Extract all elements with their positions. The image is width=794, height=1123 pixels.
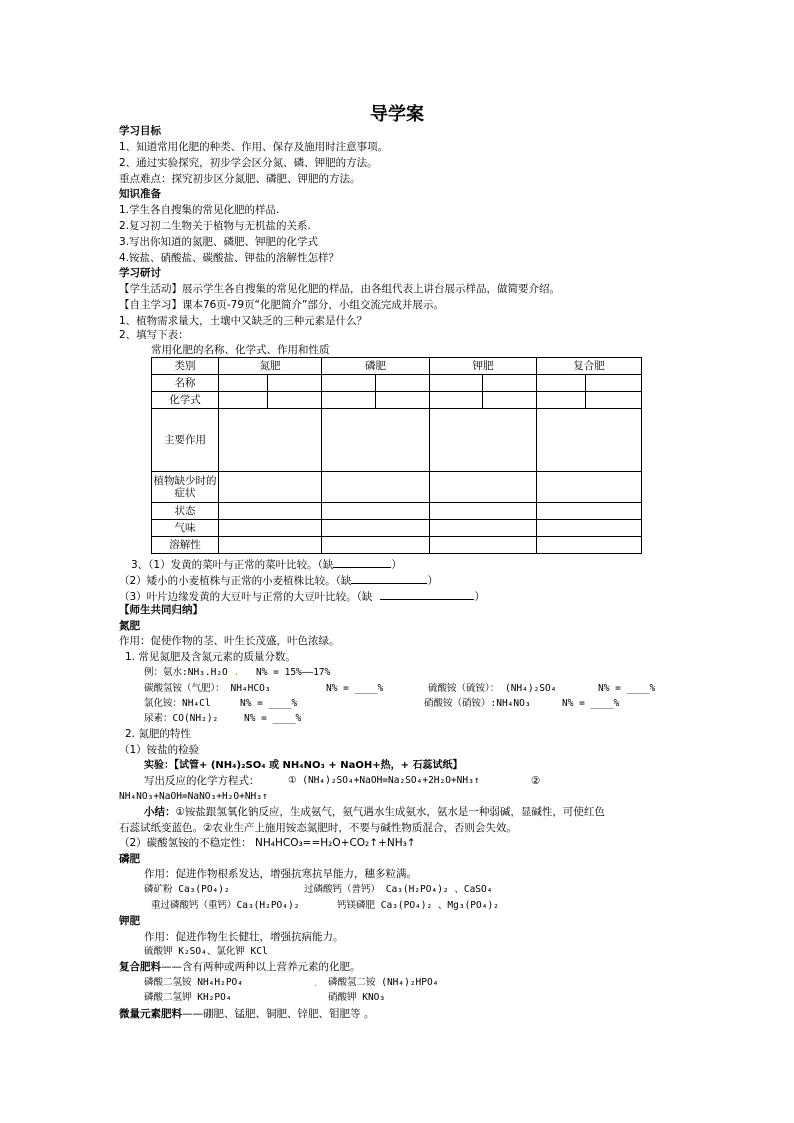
study-line-3: 1、植物需求量大，土壤中又缺乏的三种元素是什么？ bbox=[119, 315, 368, 327]
superphosphate: 过磷酸钙（普钙） Ca₃(H₂PO₄)₂ 、CaSO₄ bbox=[304, 884, 493, 895]
fertilizer-table bbox=[151, 357, 642, 554]
table-cell[interactable] bbox=[537, 409, 642, 472]
prep-line-4: 4.铵盐、硝酸盐、碳酸盐、钾盐的溶解性怎样？ bbox=[119, 252, 340, 264]
table-header-nitrogen: 氮肥 bbox=[219, 358, 322, 375]
goal-line-1: 1、知道常用化肥的种类、作用、保存及施用时注意事项。 bbox=[119, 141, 389, 153]
table-header-compound: 复合肥 bbox=[537, 358, 642, 375]
study-line-1: 【学生活动】展示学生各自搜集的常见化肥的样品，由各组代表上讲台展示样品，做简要介绍。 bbox=[119, 283, 560, 295]
table-cell[interactable] bbox=[430, 375, 483, 392]
goal-key-points: 重点难点：探究初步区分氮肥、磷肥、钾肥的方法。 bbox=[119, 173, 361, 185]
ammonium-dihydrogen-phosphate: 磷酸二氢铵 NH₄H₂PO₄ bbox=[144, 977, 243, 988]
compound-fertilizer-line: 复合肥料——含有两种或两种以上营养元素的化肥。 bbox=[119, 961, 361, 973]
nitrogen-item-2: 2. 氮肥的特性 bbox=[125, 728, 191, 740]
fertilizer-ammonium-bicarbonate: 碳酸氢铵（气肥）： NH₄HCO₃ bbox=[144, 683, 271, 694]
heading-goals: 学习目标 bbox=[119, 125, 161, 137]
heading-summary: 【师生共同归纳】 bbox=[119, 604, 203, 616]
summary-note-line-1: 小结：①铵盐跟氢氧化钠反应，生成氨气，氨气遇水生成氨水，氨水是一种弱碱，显碱性，可使红色 bbox=[144, 806, 605, 818]
table-cell[interactable] bbox=[430, 520, 537, 537]
prep-line-1: 1.学生各自搜集的常见化肥的样品. bbox=[119, 204, 280, 216]
table-row-label-state: 状态 bbox=[152, 503, 219, 520]
fertilizer-ammonium-sulfate: 硫酸铵（硫铵）： (NH₄)₂SO₄ bbox=[428, 683, 557, 694]
nitrogen-function: 作用：促使作物的茎、叶生长茂盛，叶色浓绿。 bbox=[119, 635, 340, 647]
table-header-phosphorus: 磷肥 bbox=[322, 358, 430, 375]
table-cell[interactable] bbox=[219, 520, 322, 537]
percent-urea: N% = ____% bbox=[244, 713, 302, 724]
study-line-4: 2、填写下表： bbox=[119, 329, 189, 341]
table-cell[interactable] bbox=[376, 375, 430, 392]
trace-element-fertilizer-line: 微量元素肥料——硼肥、锰肥、铜肥、锌肥、钼肥等 。 bbox=[119, 1008, 375, 1020]
table-cell[interactable] bbox=[586, 392, 642, 409]
table-cell[interactable] bbox=[322, 472, 430, 503]
table-cell[interactable] bbox=[268, 392, 322, 409]
equation-1: ① (NH₄)₂SO₄+NaOH=Na₂SO₄+2H₂O+NH₃↑ bbox=[288, 775, 480, 786]
table-cell[interactable] bbox=[376, 392, 430, 409]
percent-ammonium-sulfate: N% = ____% bbox=[598, 683, 656, 694]
potassium-function: 作用：促进作物生长健壮，增强抗病能力。 bbox=[144, 931, 344, 943]
table-cell[interactable] bbox=[219, 472, 322, 503]
heading-nitrogen: 氮肥 bbox=[119, 620, 140, 632]
example-ammonia-percent: N% = 15%——17% bbox=[256, 667, 331, 678]
summary-note-line-2: 石蕊试纸变蓝色。②农业生产上施用铵态氮肥时，不要与碱性物质混合，否则会失效。 bbox=[119, 822, 517, 834]
table-row-label-name: 名称 bbox=[152, 375, 219, 392]
table-cell[interactable] bbox=[430, 392, 483, 409]
table-cell[interactable] bbox=[219, 503, 322, 520]
triple-superphosphate: 重过磷酸钙（重钙）Ca₃(H₂PO₄)₂ bbox=[151, 900, 300, 911]
potassium-nitrate: 硝酸钾 KNO₃ bbox=[328, 992, 386, 1003]
heading-study: 学习研讨 bbox=[119, 267, 161, 279]
fertilizer-ammonium-chloride: 氯化铵：NH₄Cl bbox=[144, 698, 211, 709]
goal-line-2: 2、通过实验探究，初步学会区分氮、磷、钾肥的方法。 bbox=[119, 157, 378, 169]
table-cell[interactable] bbox=[322, 409, 430, 472]
table-row-label-formula: 化学式 bbox=[152, 392, 219, 409]
table-cell[interactable] bbox=[219, 375, 268, 392]
fertilizer-ammonium-nitrate: 硝酸铵（硝铵）:NH₄NO₃ bbox=[424, 698, 531, 709]
diammonium-phosphate: 磷酸氢二铵 (NH₄)₂HPO₄ bbox=[328, 977, 439, 988]
equation-2: NH₄NO₃+NaOH=NaNO₃+H₂O+NH₃↑ bbox=[119, 791, 268, 802]
percent-ammonium-bicarbonate: N% = ____% bbox=[326, 683, 384, 694]
equation-prompt: 写出反应的化学方程式： bbox=[144, 775, 260, 787]
answer-blank[interactable] bbox=[333, 556, 391, 568]
potassium-dihydrogen-phosphate: 磷酸二氢钾 KH₂PO₄ bbox=[144, 992, 232, 1003]
heading-potassium: 钾肥 bbox=[119, 915, 140, 927]
percent-ammonium-nitrate: N% = ____% bbox=[562, 698, 620, 709]
bicarbonate-instability: （2）碳酸氢铵的不稳定性： NH₄HCO₃==H₂O+CO₂↑+NH₃↑ bbox=[119, 837, 416, 849]
study-line-2: 【自主学习】课本76页-79页“化肥简介”部分，小组交流完成并展示。 bbox=[119, 299, 444, 311]
question-3-line-3: （3）叶片边缘发黄的大豆叶与正常的大豆叶比较。（缺 ） bbox=[119, 588, 485, 604]
table-cell[interactable] bbox=[537, 520, 642, 537]
table-cell[interactable] bbox=[268, 375, 322, 392]
table-row-label-solubility: 溶解性 bbox=[152, 537, 219, 554]
example-ammonia: 例：氨水:NH₃.H₂O . bbox=[144, 667, 240, 678]
table-cell[interactable] bbox=[322, 375, 376, 392]
equation-2-marker: ② bbox=[531, 775, 541, 787]
fertilizer-urea: 尿素：CO(NH₂)₂ bbox=[144, 713, 219, 724]
percent-ammonium-chloride: N% = ____% bbox=[240, 698, 298, 709]
prep-line-2: 2.复习初二生物关于植物与无机盐的关系. bbox=[119, 220, 311, 232]
table-cell[interactable] bbox=[322, 392, 376, 409]
table-cell[interactable] bbox=[322, 537, 430, 554]
table-row-label-odor: 气味 bbox=[152, 520, 219, 537]
prep-line-3: 3.写出你知道的氮肥、磷肥、钾肥的化学式 bbox=[119, 236, 319, 248]
table-cell[interactable] bbox=[322, 503, 430, 520]
table-cell[interactable] bbox=[219, 537, 322, 554]
answer-blank[interactable] bbox=[380, 588, 474, 600]
table-cell[interactable] bbox=[537, 537, 642, 554]
table-cell[interactable] bbox=[430, 472, 537, 503]
table-cell[interactable] bbox=[537, 392, 586, 409]
potassium-examples: 硫酸钾 K₂SO₄、氯化钾 KCl bbox=[144, 946, 268, 957]
heading-phosphorus: 磷肥 bbox=[119, 853, 140, 865]
page-title: 导学案 bbox=[370, 104, 424, 125]
table-cell[interactable] bbox=[430, 409, 537, 472]
table-cell[interactable] bbox=[430, 503, 537, 520]
phosphate-rock: 磷矿粉 Ca₃(PO₄)₂ bbox=[144, 884, 230, 895]
table-cell[interactable] bbox=[586, 375, 642, 392]
table-cell[interactable] bbox=[537, 472, 642, 503]
table-header-potassium: 钾肥 bbox=[430, 358, 537, 375]
table-row-label-symptoms: 植物缺少时的症状 bbox=[152, 472, 219, 503]
stray-dot: . bbox=[314, 977, 318, 989]
experiment-description: 实验：【试管+ (NH₄)₂SO₄ 或 NH₄NO₃ + NaOH+热，+ 石蕊试纸】 bbox=[144, 760, 463, 771]
question-3-line-2: （2）矮小的小麦植株与正常的小麦植株比较。（缺 ） bbox=[119, 572, 438, 588]
nitrogen-item-1: 1. 常见氮肥及含氮元素的质量分数。 bbox=[125, 651, 296, 663]
table-cell[interactable] bbox=[430, 537, 537, 554]
heading-prep: 知识准备 bbox=[119, 188, 161, 200]
phosphorus-function: 作用：促进作物根系发达，增强抗寒抗旱能力，穗多粒满。 bbox=[144, 868, 417, 880]
question-3-line-1: 3、（1）发黄的菜叶与正常的菜叶比较。（缺 ） bbox=[131, 556, 402, 572]
table-cell[interactable] bbox=[483, 375, 537, 392]
table-cell[interactable] bbox=[219, 409, 322, 472]
table-cell[interactable] bbox=[322, 520, 430, 537]
calcium-magnesium-phosphate: 钙镁磷肥 Ca₃(PO₄)₂ 、Mg₃(PO₄)₂ bbox=[337, 900, 499, 911]
table-row-label-function: 主要作用 bbox=[152, 409, 219, 472]
ammonium-test-heading: （1）铵盐的检验 bbox=[119, 744, 200, 756]
table-cell[interactable] bbox=[537, 503, 642, 520]
table-caption: 常用化肥的名称、化学式、作用和性质 bbox=[151, 344, 330, 356]
table-cell[interactable] bbox=[219, 392, 268, 409]
answer-blank[interactable] bbox=[351, 572, 427, 584]
table-cell[interactable] bbox=[483, 392, 537, 409]
table-header-category: 类别 bbox=[152, 358, 219, 375]
table-cell[interactable] bbox=[537, 375, 586, 392]
